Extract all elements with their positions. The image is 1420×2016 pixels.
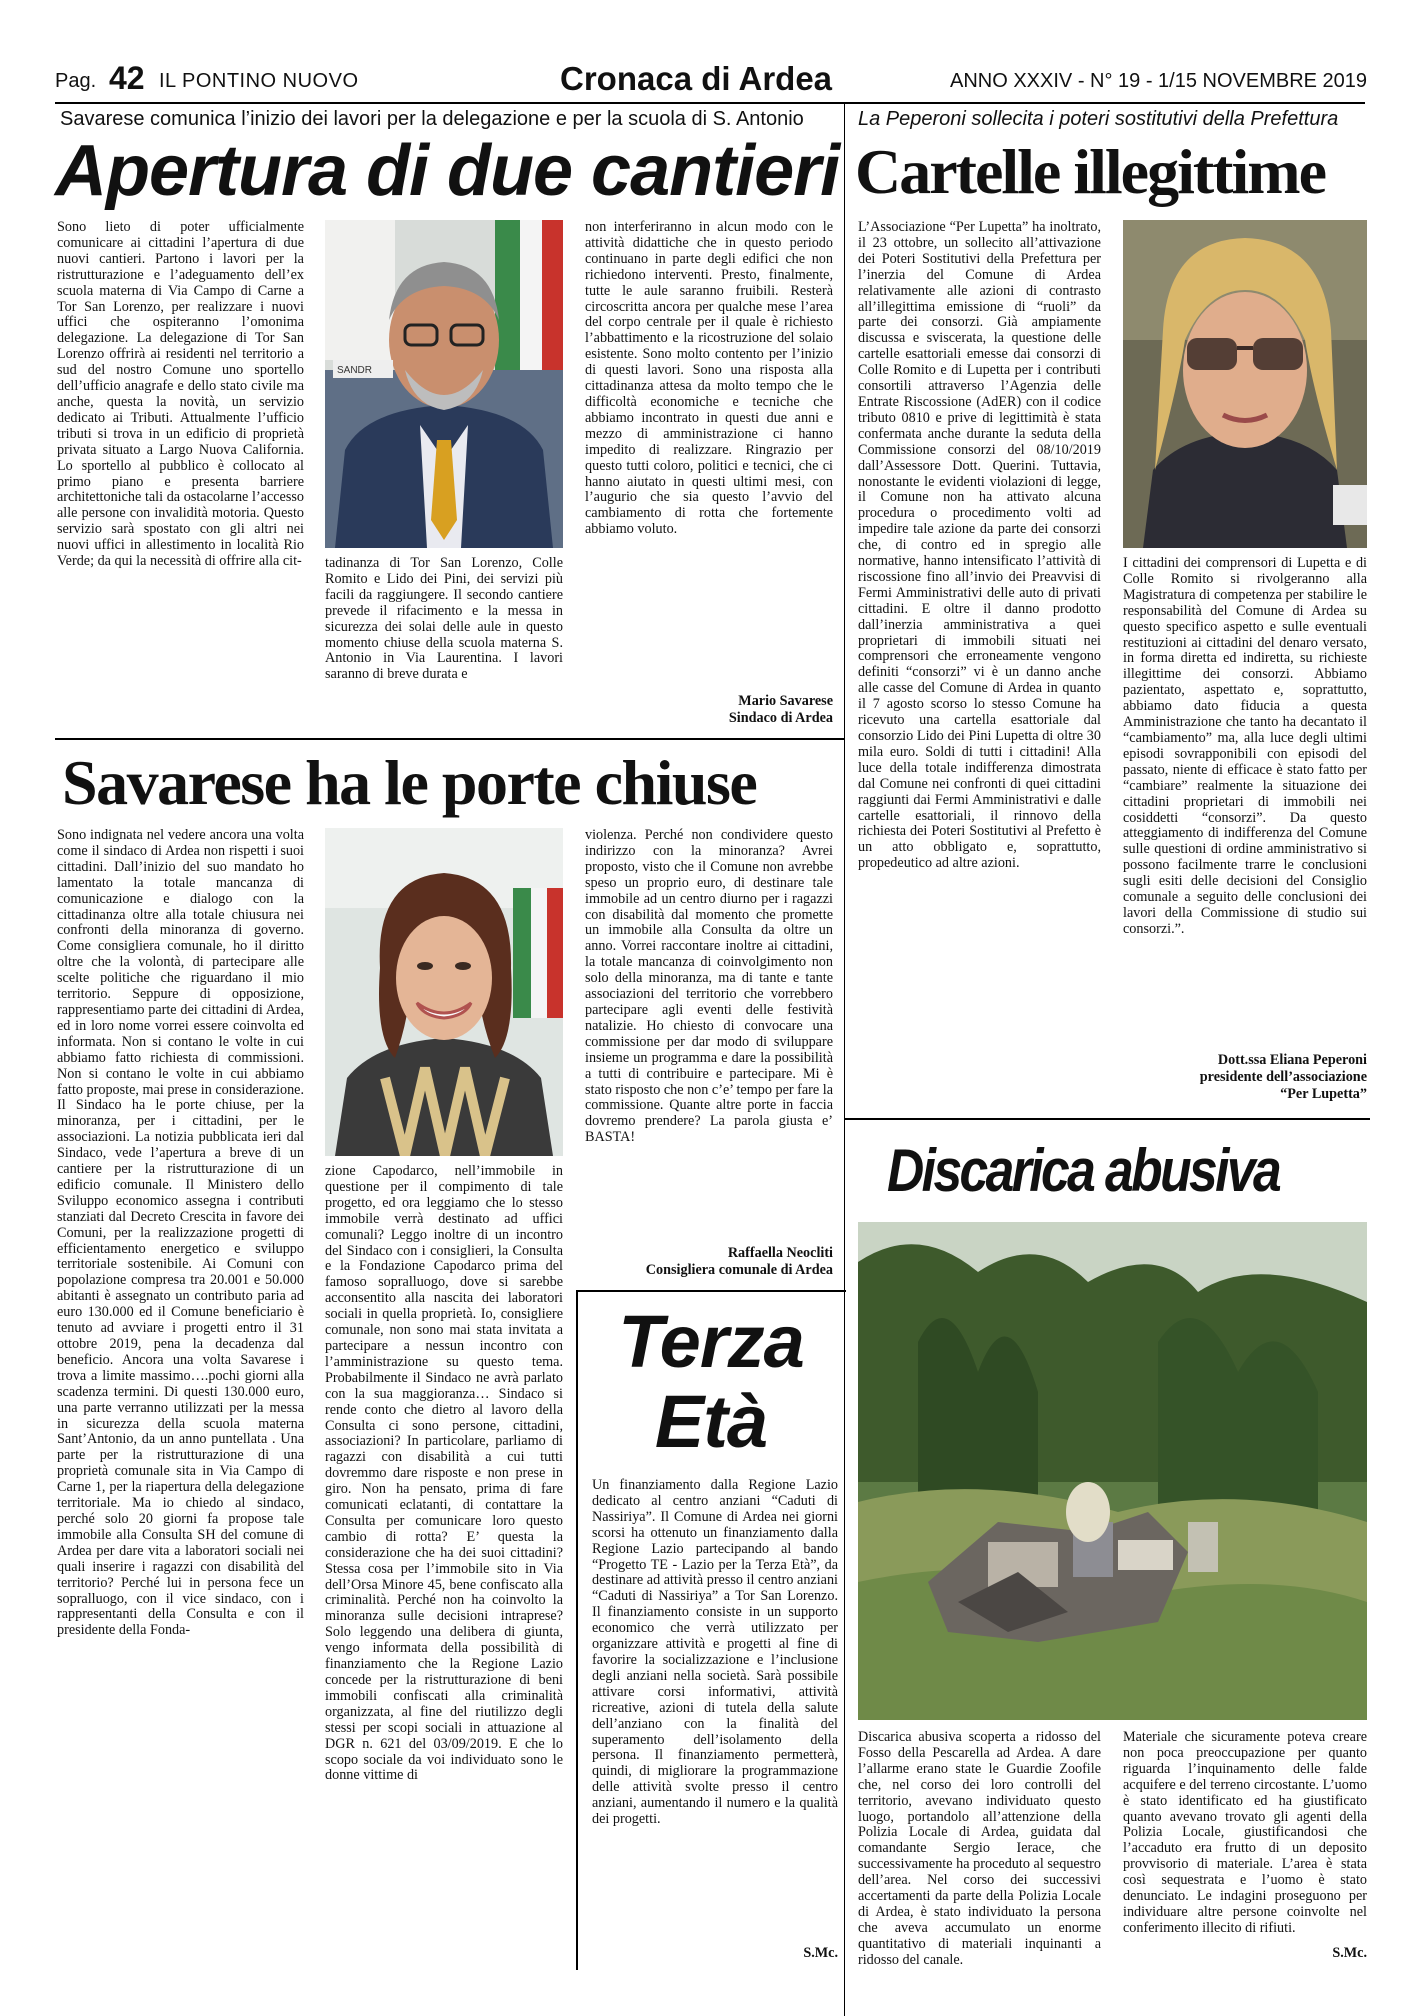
article5-signature: S.Mc. [1332, 1946, 1367, 1961]
article1-col2: tadinanza di Tor San Lorenzo, Colle Romito e Lido dei Pini, dei servizi più facili da raggiungere. Il secondo cantiere prevede il rifacimento e la messa in sicurezza dei solai delle aule in questo momento chiuse della scuola materna S. Antonio in Via Laurentina. I lavori saranno di breve durata e [325, 556, 563, 683]
article1-col3: non interferiranno in alcun modo con le attività didattiche che in questo periodo continuano in parte degli edifici che non richiedono interventi. Presto, finalmente, tutte le aule saranno fruibili. Resterà circoscritta ancora per qualche mese l’area del corpo centrale per il quale è richiesto l’abbattimento e la ricostruzione del solaio esistente. Sono molto contento per l’inizio di questi lavori. Sono una risposta alla cittadinanza attesa da molto tempo che le difficoltà economiche e tecniche che abbiamo incontrato in questi due anni e mezzo di amministrazione ci hanno impedito di realizzare. Ringrazio per questo tutti coloro, politici e tecnici, che ci hanno aiutato in questi ultimi mesi, con l’augurio che sia questo l’avvio del cambiamento di rotta che fortemente abbiamo voluto. [585, 220, 833, 538]
article1-signature-name: Mario Savarese [738, 694, 833, 709]
section-title: Cronaca di Ardea [560, 60, 833, 97]
article3-col3: violenza. Perché non condividere questo indirizzo con la minoranza? Avrei proposto, visto che il Comune non avrebbe speso un proprio euro, di destinare tale immobile ad un centro diurno per i ragazzi con disabilità dal momento che promette un immobile alla Consulta da oltre un anno. Vorrei raccontare inoltre ai cittadini, la totale mancanza di coinvolgimento non solo della minoranza, ma di tante e tante associazioni del territorio che vorrebbero partecipare agli eventi delle festività natalizie. Ho chiesto di convocare una commissione per dar modo di sviluppare insieme un programma e dare la possibilità a tutti di contribuire e partecipare. Mi è stato risposto che non c’e’ tempo per fare la commissione. Quante altre porte in faccia dovremo prendere? La parola giusta e’ BASTA! [585, 828, 833, 1146]
article1-bottom-rule [55, 738, 844, 740]
article3-col2: zione Capodarco, nell’immobile in questione per il compimento di tale progetto, ed ora leggiamo che lo stesso immobile verrà destinato ad uffici comunali? Leggo inoltre di un incontro del Sindaco con i consiglieri, la Consulta e la Fondazione Capodarco prima del famoso sopralluogo, dove si sarebbe acconsentito alla nascita dei laboratori sociali in quella proprietà. Io, consigliere comunale, non sono mai stata invitata a partecipare a nessun incontro con l’amministrazione su questo tema. Probabilmente il Sindaco ne avrà parlato con la sua maggioranza… Sindaco si rende conto che dietro al lavoro della Consulta ci sono persone, cittadini, associazioni? In particolare, parliamo di ragazzi con disabilità a cui tutti dovremmo dare risposte e non prese in giro. Non ha pensato, prima di fare comunicati eclatanti, di contattare la Consulta per comunicare loro questo cambio di rotta? E’ questa la considerazione che ha dei suoi cittadini? Stessa cosa per l’immobile sito in Via dell’Orsa Minore 45, bene confiscato alla criminalità. Perché non ha coinvolto la minoranza sulle decisioni intraprese? Solo leggendo una delibera di giunta, vengo informata della possibilità di finanziamento che la Regione Lazio concede per la ristrutturazione di beni immobili confiscati alla criminalità organizzata, al fine del riutilizzo degli stessi per scopi sociali in attuazione al DGR n. 621 del 03/09/2019. E che lo scopo sociale da voi individuato sono le donne vittime di [325, 1164, 563, 1784]
article1-signature-role: Sindaco di Ardea [728, 711, 833, 726]
article5-photo-dump [858, 1222, 1367, 1720]
article5-col2: Materiale che sicuramente poteva creare non poca preoccupazione per quanto riguarda l’inquinamento delle falde acquifere e del terreno circostante. L’uomo è stato identificato ed ha giustificato quanto avevano trovato gli agenti della Polizia Locale, giustificandosi che l’accaduto era frutto di un deposito provvisorio di materiale. L’area è stata così sequestrata e l’uomo è stato denunciato. Le indagini proseguono per individuare altre persone coinvolte nel conferimento illecito di rifiuti. [1123, 1730, 1367, 1936]
page-label: Pag. [55, 70, 97, 92]
article2-signature-role2: “Per Lupetta” [1280, 1087, 1367, 1102]
mayor-portrait-image [325, 220, 563, 548]
article3-signature-role: Consigliera comunale di Ardea [645, 1263, 833, 1278]
article3-photo-neocliti [325, 828, 563, 1156]
paper-name: IL PONTINO NUOVO [159, 70, 359, 92]
terza-eta-box [576, 1290, 846, 1970]
masthead [55, 60, 1368, 102]
article3-signature-name: Raffaella Neocliti [727, 1246, 833, 1261]
article2-signature-role1: presidente dell’associazione [1199, 1070, 1367, 1085]
article1-kicker: Savarese comunica l’inizio dei lavori per la delegazione e per la scuola di S. Antonio [60, 108, 804, 130]
article1-col1: Sono lieto di poter ufficialmente comunicare ai cittadini l’apertura di due nuovi cantieri. Partono i lavori per la ristrutturazione e l’adeguamento dell’ex scuola materna di Via Campo di Carne a Tor San Lorenzo, per realizzare i nuovi uffici che ospiteranno l’omonima delegazione. La delegazione di Tor San Lorenzo offrirà ai residenti nel territorio a sud del nostro Comune uno sportello dell’ufficio anagrafe e dello stato civile ma anche, questa la novità, un servizio dedicato ai Tributi. Attualmente l’ufficio tributi si trova in un edificio di proprietà privata situato a Largo Nuova California. Lo sportello al pubblico è collocato al primo piano e presenta barriere architettoniche tali da ostacolarne l’accesso alle persone con invalidità motoria. Questo servizio sarà spostato con gli altri nei nuovi uffici in allestimento in località Rio Verde; da qui la necessità di offrire alla cit- [57, 220, 304, 570]
article3-col1: Sono indignata nel vedere ancora una volta come il sindaco di Ardea non rispetti i suoi cittadini. Dall’inizio del suo mandato ho lamentato la totale mancanza di comunicazione e dialogo con la cittadinanza oltre alla totale chiusura nei confronti della minoranza di governo. Come consigliera comunale, ho il diritto oltre che la volontà, di partecipare alle scelte politiche che riguardano il mio territorio. Seppure di opposizione, rappresentiamo parte dei cittadini di Ardea, ed in loro nome vorrei essere coinvolta ed informata. Non si contano le volte in cui abbiamo fatto richiesta di commissioni. Non si contano le volte in cui abbiamo fatto proposte, mai prese in considerazione. Il Sindaco ha le porte chiuse, per la minoranza, per i cittadini, per le associazioni. La notizia pubblicata ieri dal Sindaco, vede l’apertura a breve di un cantiere per la ristrutturazione di un edificio comunale. Il Ministero dello Sviluppo economico assegna i contributi stanziati dal Decreto Crescita in favore dei Comuni, per la realizzazione progetti di efficientamento energetico e sviluppo territoriale sostenibile. Ai Comuni con popolazione compresa tra 20.001 e 50.000 abitanti è assegnato un contributo paria ad euro 130.000 ed il Comune beneficiario è tenuto ad avviare i progetti entro il 31 ottobre 2019, pena la decadenza dal beneficio. Ancora una volta Savarese i trova a limite massimo….pochi giorni alla scadenza termini. Di questi 130.000 euro, una parte verranno utilizzati per la messa in sicurezza della scuola materna Sant’Antonio, da un anno puntellata . Una parte per la ristrutturazione di una proprietà comunale sita in Via Campo di Carne 1, per la riapertura della delegazione territoriale. Ma io chiedo al sindaco, perché solo 20 giorni fa propose tale immobile alla Consulta SH del comune di Ardea per dare vita a laboratori sociali nei quali inserire i ragazzi con disabilità del territorio? Perché lui in persona fece un sopralluogo, con il vice sindaco, con i rappresentanti della Consulta e con il presidente della Fonda- [57, 828, 304, 1639]
article5-col1: Discarica abusiva scoperta a ridosso del Fosso della Pescarella ad Ardea. A dare l’allarme erano state le Guardie Zoofile che, nel corso dei loro controlli del territorio, avevano individuato questo luogo, portandolo all’attenzione della Polizia Locale di Ardea, guidata dal comandante Sergio Ierace, che successivamente ha proceduto al sequestro dell’area. Nel corso dei successivi accertamenti da parte della Polizia Locale di Ardea, è stato individuato la persona che aveva accumulato un enorme quantitativo di materiali inquinanti a ridosso del canale. [858, 1730, 1101, 1966]
article4-headline-line2: Età [654, 1380, 768, 1463]
article2-photo-peperoni [1123, 220, 1367, 548]
issue-info: ANNO XXXIV - N° 19 - 1/15 NOVEMBRE 2019 [950, 70, 1368, 92]
article1-headline: Apertura di due cantieri [55, 131, 840, 211]
article5-headline-text: Discarica abusiva [887, 1137, 1280, 1204]
illegal-dump-image [858, 1222, 1367, 1720]
article2-kicker: La Peperoni sollecita i poteri sostitutivi della Prefettura [858, 108, 1339, 130]
article4-headline-line1: Terza [618, 1300, 804, 1383]
article2-col1: L’Associazione “Per Lupetta” ha inoltrato, il 23 ottobre, un sollecito all’attivazione dei Poteri Sostitutivi della Prefettura per l’inerzia del Comune di Ardea relativamente alle azioni di contrasto all’illegittima emissione di “ruoli” da parte dei consorzi. Già ampiamente discussa e sviscerata, la questione delle cartelle esattoriali emesse dai consorzi di Colle Romito e di Lupetta per i contributi consortili attraverso l’Agenzia delle Entrate Riscossione (AdER) con il codice tributo 0810 e prive di legittimità è stata confermata anche durante la seduta della Commissione consorzi del 08/10/2019 dall’Assessore Dott. Querini. Tuttavia, nonostante le evidenti violazioni di legge, il Comune non ha attivato alcuna procedura o procedimento volti ad impedire tale azione da parte dei consorzi che, di contro ed in spregio alle normative, hanno intensificato l’attività di riscossione fino all’invio dei Preavvisi di Fermi Amministrativi delle auto di privati cittadini. E oltre il danno prodotto dall’inerzia amministrativa a quei proprietari di immobili situati nei comprensori che erroneamente vengono definiti “consorzi” vi è un danno anche alle casse del Comune di Ardea in quanto il 7 agosto scorso lo stesso Comune ha ricevuto una cartella esattoriale dal consorzio Lido dei Pini Lupetta di oltre 30 mila euro. Soldi di tutti i cittadini! Alla luce della totale indifferenza dimostrata dal Comune nei confronti di quei cittadini raggiunti dai Fermi Amministrativi e dalle cartelle esattoriali, il rinnovo della richiesta dei Poteri Sostitutivi al Prefetto è un atto obbligato e, soprattutto, propedeutico ad altre azioni. [858, 220, 1101, 872]
masthead-rule [55, 102, 1365, 104]
neocliti-portrait-image [325, 828, 563, 1156]
article2-signature-name: Dott.ssa Eliana Peperoni [1217, 1053, 1367, 1068]
article5-headline [845, 1128, 1370, 1218]
page-number: 42 [109, 60, 145, 96]
article4-signature: S.Mc. [803, 1946, 838, 1961]
article2-bottom-rule [845, 1118, 1370, 1120]
article3-headline: Savarese ha le porte chiuse [62, 747, 757, 818]
article2-headline: Cartelle illegittime [855, 136, 1325, 207]
mayor-photo-sign-text: SANDR [337, 365, 373, 376]
article2-col2: I cittadini dei comprensori di Lupetta e di Colle Romito si rivolgeranno alla Magistratura di competenza per stabilire le responsabilità del Comune di Ardea su questo specifico aspetto e sulle eventuali restituzioni ai cittadini del denaro versato, in forma diretta ed indiretta, su richieste illegittime dei consorzi. Abbiamo pazientato, aspettato e, soprattutto, abbiamo dato fiducia a questa Amministrazione che tanto ha decantato il “cambiamento” ma, alla luce degli ultimi episodi sovrapponibili con episodi del passato, niente di efficace è stato fatto per “cambiare” realmente la situazione dei cittadini proprietari di immobili nei cosiddetti “consorzi”. Da questo atteggiamento di indifferenza del Comune sulle questioni di ordine amministrativo si possono facilmente trarre le conclusioni sugli esiti delle decisioni del Consiglio comunale a seguito delle conclusioni dei lavori della Commissione di studio sui consorzi.”. [1123, 556, 1367, 937]
article4-body: Un finanziamento dalla Regione Lazio dedicato al centro anziani “Caduti di Nassiriya”. Il Comune di Ardea nei giorni scorsi ha ottenuto un finanziamento dalla Regione Lazio partecipando al bando “Progetto TE - Lazio per la Terza Età”, da destinare ad attività presso il centro anziani “Caduti di Nassiriya” a Tor San Lorenzo. Il finanziamento consiste in un supporto economico che verrà utilizzato per organizzare attività e progetti al fine di favorire la socializzazione e l’inclusione degli anziani nella società. Sarà possibile attivare corsi informativi, attività ricreative, azioni di tutela della salute dell’anziano con la finalità del superamento dell’isolamento della persona. Il finanziamento permetterà, quindi, di migliorare la programmazione delle attività svolte presso il centro anziani, aumentando il numero e la qualità dei progetti. [592, 1478, 838, 1828]
article1-photo-mayor [325, 220, 563, 548]
peperoni-portrait-image [1123, 220, 1367, 548]
